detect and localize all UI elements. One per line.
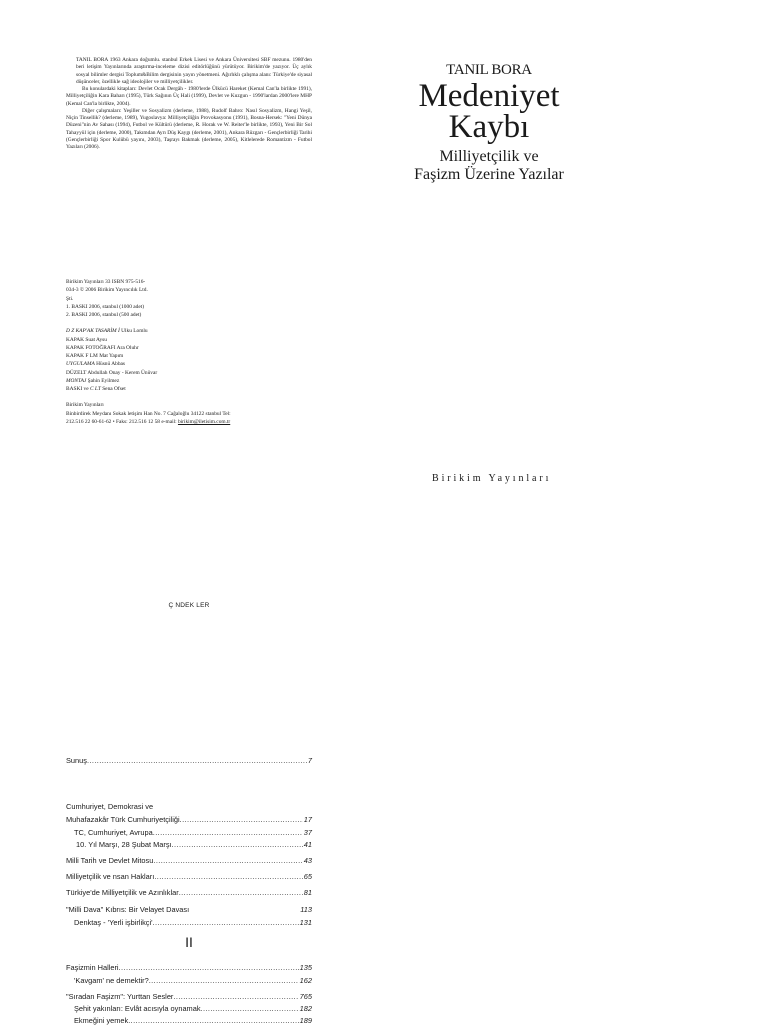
publisher-name: Birikim Yayınları <box>432 473 552 484</box>
book-subtitle-line: Faşizm Üzerine Yazılar <box>414 165 564 183</box>
toc-entry-page: 37 <box>303 828 312 837</box>
address-text: 212.516 22 60-61-62 • Faks: 212.516 12 58 e-mail: <box>66 418 177 425</box>
address-line: Binbirdirek Meydanı Sokak letişim Han No. 7 Cağaloğlu 34122 stanbul Tel: <box>66 410 231 417</box>
toc-entry <box>66 905 312 914</box>
credit-role: C LT <box>89 386 101 392</box>
bio-paragraph: Bu konulardaki kitapları: Devlet Ocak Dergâh - 1980'lerde Ülkücü Hareket (Kemal Can'la birlikte 1991), Milliyetçiliğin Kara Baharı (1995), Türk Sağının Üç Hali (1999), Devlet ve Kuzgun - 1990'lardan 2000'lere MHP (Kemal Can'la birlikte, 2004). <box>66 86 312 107</box>
toc-entry <box>74 976 312 985</box>
toc-entry-page: 765 <box>299 992 312 1001</box>
imprint-block <box>66 278 312 426</box>
imprint-line: Birikim Yayınları 33 ISBN 975-516- <box>66 279 146 285</box>
toc-entry-page: 113 <box>300 905 312 914</box>
credit-value: Sena Ofset <box>102 386 126 392</box>
toc-entry <box>76 840 312 849</box>
book-title <box>396 78 582 145</box>
toc-entry-page: 135 <box>299 963 312 972</box>
credit-role: BASKI ve <box>66 386 89 392</box>
toc-entry-page: 43 <box>303 856 312 865</box>
toc-entry-label: Cumhuriyet, Demokrasi ve <box>66 802 154 811</box>
credit-line <box>66 377 312 385</box>
title-block <box>396 62 582 183</box>
book-title-line: Medeniyet <box>418 78 560 114</box>
imprint-line: Şti. <box>66 295 74 302</box>
author-name: TANIL BORA <box>446 62 532 78</box>
toc-entry-label: 10. Yıl Marşı, 28 Şubat Marşı <box>76 840 172 849</box>
credit-line <box>66 360 312 368</box>
toc-entry <box>66 963 312 972</box>
credit-value: Hüsnü Abbas <box>96 361 126 368</box>
toc-entry-page: 81 <box>303 888 312 897</box>
credit-role: MONTAJ <box>66 377 87 384</box>
book-title-line: Kaybı <box>448 109 530 145</box>
toc-entry <box>66 992 312 1001</box>
credit-value: Ulku Lomlu <box>121 328 148 335</box>
credit-line: DÜZELT Abdullah Onay - Kerem Ünüvar <box>66 369 158 376</box>
email-link[interactable]: birikim@iletisim.com.tr <box>177 418 231 425</box>
toc-heading: Ç NDEK LER <box>168 602 210 609</box>
credit-line: KAPAK F LM Mat Yapım <box>66 353 124 359</box>
credit-line: KAPAK Suat Aysu <box>66 336 107 343</box>
toc-entry-label: Sunuş <box>66 756 87 765</box>
toc-entry <box>74 918 312 927</box>
toc-entry-label: "Sıradan Faşizm": Yurttan Sesler <box>66 992 174 1001</box>
imprint-line: 034-3 © 2006 Birikim Yayıncılık Ltd. <box>66 287 148 294</box>
address-line: Birikim Yayınları <box>66 402 104 409</box>
toc-entry-label: Denktaş - 'Yerli işbirlikçi' <box>74 918 153 927</box>
toc-entry <box>74 1004 312 1013</box>
credit-value: Şahin Eyilmez <box>87 377 120 384</box>
toc-entry-label: TC, Cumhuriyet, Avrupa <box>74 828 153 837</box>
bio-paragraph: Diğer çalışmaları: Yeşiller ve Sosyalizm (derleme, 1988), Rudolf Bahro: Nasıl Sosyalizm, Hangi Yeşil, Niçin Tinsellik? (derleme, 1989), Yugoslavya: Milliyetçiliğin Provokasyonu (1991), Bosna-Hersek: "Yeni Dünya Düzeni"nin Av Sahası (1994), Futbol ve Kültürü (derleme, R. Horak ve W. Reiter'le birlikte, 1993), Yeni Bir Sol Tahayyül için (derleme, 2000), Takımdan Ayrı Düş Kaygı (derleme, 2001), Ankara Rüzgarı - Gençlerbirliği Tarihi (Gençlerbirliği Spor Kulübü yayını, 2003), Taşrayı Bakmak (derleme, 2005), Kitlelerede Romantizm - Futbol Yazıları (2006). <box>66 107 312 150</box>
toc-entry-page: 41 <box>303 840 312 849</box>
book-subtitle-line: Milliyetçilik ve <box>439 148 539 165</box>
toc-entry <box>66 856 312 865</box>
toc-entry-page: 189 <box>299 1016 312 1025</box>
toc-entry-label: Şehit yakınları: Evlât acısıyla oynamak <box>74 1004 201 1013</box>
credit-line <box>66 385 312 393</box>
author-bio <box>66 57 312 151</box>
imprint-line: 2. BASKI 2006, stanbul (500 adet) <box>66 312 142 318</box>
toc-entry-label: 'Kavgam' ne demektir? <box>74 976 149 985</box>
toc-entry-label: Türkiye'de Milliyetçilik ve Azınlıklar <box>66 888 179 897</box>
toc-entry-label: Ekmeğini yemek <box>74 1016 129 1025</box>
toc-entry-page: 65 <box>303 872 312 881</box>
credit-line <box>66 327 312 335</box>
credit-role: D Z KAP'AK TASARİM İ <box>66 328 120 335</box>
toc-entry-label: Muhafazakâr Türk Cumhuriyetçiliği <box>66 815 180 824</box>
toc-entry <box>66 872 312 881</box>
toc-entry <box>66 888 312 897</box>
credit-line: KAPAK FOTOĞRAFI Ara Oluhr <box>66 344 139 351</box>
toc-entry-page: 7 <box>307 756 312 765</box>
address-line <box>66 418 312 426</box>
toc-entry-label: Faşizmin Halleri <box>66 963 119 972</box>
toc-entry <box>66 815 312 824</box>
toc-entry-page: 17 <box>303 815 312 824</box>
toc-entry-page: 182 <box>299 1004 312 1013</box>
toc-entry-page: 162 <box>299 976 312 985</box>
toc-entry <box>74 828 312 837</box>
toc-entry-label: Milli Tarih ve Devlet Mitosu <box>66 856 154 865</box>
bio-paragraph: TANIL BORA 1963 Ankara doğumlu. stanbul Erkek Lisesi ve Ankara Üniversitesi SBF mezunu. 1980'den beri letişim Yayınlarında araştırma-inceleme dizisi editörlüğünü yürütüyor. Birikim'de yazıyor. Üç aylık sosyal bilimler dergisi Toplum&Bilim dergisinin yayın yönetmeni. Ağırlıklı çalışma alanı: Türkiye'de siyasal düşünceler, özellikle sağ ideolojiler ve milliyetçilikler. <box>76 57 312 85</box>
toc-entry-label: "Milli Dava" Kıbrıs: Bir Velayet Davası <box>66 905 190 914</box>
part-number: II <box>185 934 193 950</box>
book-subtitle <box>396 148 582 183</box>
toc-entry <box>66 756 312 765</box>
toc-entry-page: 131 <box>299 918 312 927</box>
credit-role: UYGULAMA <box>66 361 95 368</box>
imprint-line: 1. BASKI 2006, stanbul (1000 adet) <box>66 303 145 310</box>
toc-entry-label: Milliyetçilik ve nsan Hakları <box>66 872 155 881</box>
